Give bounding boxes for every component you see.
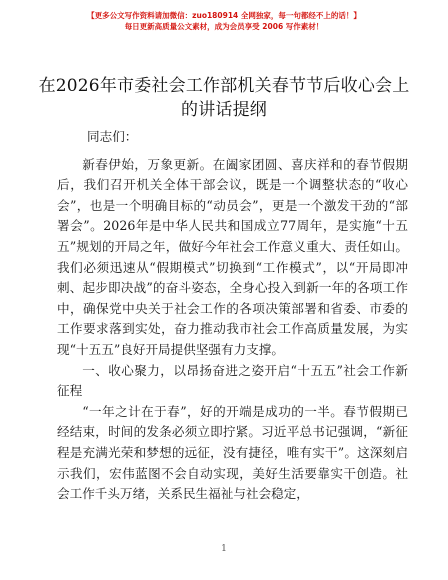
paragraph-section-1: “一年之计在于春”，好的开端是成功的一半。春节假期已经结束，时间的发条必须立即拧紧。习近平总书记强调，“新征程是充满光荣和梦想的远征，没有捷径，唯有实干”。这深刻启示我们，宏伟蓝图不会自动实现，美好生活要靠实干创造。社会工作千头万绪，关系民生福祉与社会稳定， — [57, 403, 408, 502]
document-body — [57, 127, 408, 505]
promo-banner — [0, 10, 448, 32]
paragraph-intro: 新春伊始，万象更新。在阖家团圆、喜庆祥和的春节假期后，我们召开机关全体干部会议，既是一个调整状态的“收心会”，也是一个明确目标的“动员会”，更是一个激发干劲的“部署会”。2026年是中华人民共和国成立77周年，是实施“十五五”规划的开局之年，做好今年社会工作意义重大、责任如山。我们必须迅速从“假期模式”切换到“工作模式”，以“开局即冲刺、起步即决战”的奋斗姿态，全身心投入到新一年的各项工作中，确保党中央关于社会工作的各项决策部署和省委、市委的工作要求落到实处，奋力推动我市社会工作高质量发展，为实现“十五五”良好开局提供坚强有力支撑。 — [57, 156, 408, 357]
salutation: 同志们： — [87, 129, 138, 144]
promo-banner-line-2: 每日更新高质量公文素材，成为会员享受 2006 写作素材！ — [124, 22, 324, 31]
document-title: 在2026年市委社会工作部机关春节节后收心会上的讲话提纲 — [38, 76, 410, 120]
page-number: 1 — [221, 544, 227, 554]
promo-banner-line-1: 【更多公文写作资料请加微信：zuo180914 全网独家，每一句都经不上的话！】 — [87, 11, 361, 20]
section-heading-1: 一、收心聚力，以昂扬奋进之姿开启“十五五”社会工作新征程 — [57, 362, 408, 399]
